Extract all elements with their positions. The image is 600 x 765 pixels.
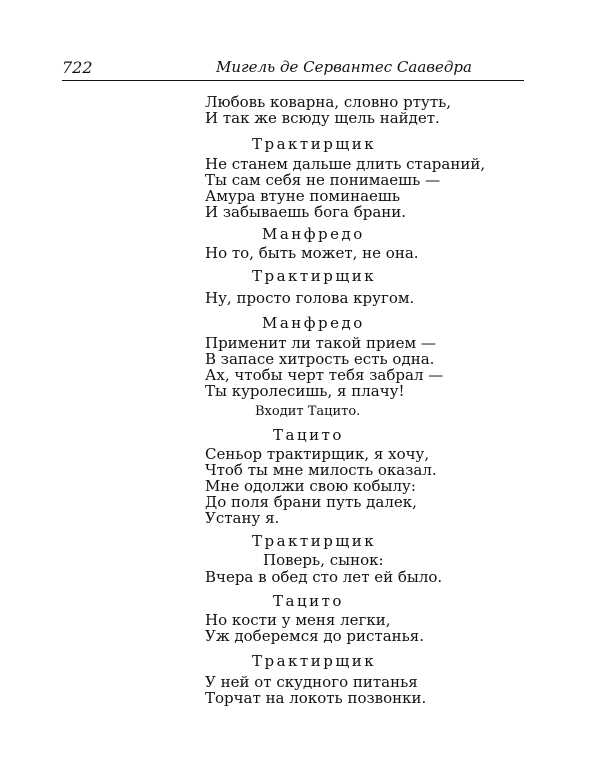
speaker-name: Трактирщик [252,267,377,285]
verse-line: Ты куролесишь, я плачу! [205,382,405,400]
verse-line: До поля брани путь далек, [205,493,417,511]
speaker-name: Трактирщик [252,652,377,670]
verse-line: Ты сам себя не понимаешь — [205,171,441,189]
verse-line: Ну, просто голова кругом. [205,289,415,307]
verse-line: Но то, быть может, не она. [205,244,419,262]
running-title: Мигель де Сервантес Сааведра [216,58,472,76]
verse-line: Сеньор трактирщик, я хочу, [205,445,430,463]
speaker-name: Трактирщик [252,532,377,550]
speaker-name: Тацито [273,592,344,610]
speaker-name: Манфредо [262,225,365,243]
verse-line: У ней от скудного питанья [205,673,418,691]
stage-direction: Входит Тацито. [255,404,361,419]
verse-line: В запасе хитрость есть одна. [205,350,435,368]
speaker-name: Тацито [273,426,344,444]
verse-line: Мне одолжи свою кобылу: [205,477,416,495]
verse-line: Ах, чтобы черт тебя забрал — [205,366,444,384]
verse-line: Не станем дальше длить стараний, [205,155,486,173]
verse-line: Торчат на локоть позвонки. [205,689,427,707]
verse-line: Поверь, сынок: [263,551,384,569]
verse-line: Но кости у меня легки, [205,611,391,629]
verse-line: Устану я. [205,509,280,527]
header-rule [62,80,524,81]
verse-line: И забываешь бога брани. [205,203,407,221]
running-header [62,58,524,82]
verse-line: Уж доберемся до ристанья. [205,627,425,645]
verse-line: Применит ли такой прием — [205,334,436,352]
speaker-name: Трактирщик [252,135,377,153]
verse-line: И так же всюду щель найдет. [205,109,440,127]
verse-line: Чтоб ты мне милость оказал. [205,461,437,479]
verse-line: Вчера в обед сто лет ей было. [205,568,443,586]
verse-line: Амура втуне поминаешь [205,187,400,205]
speaker-name: Манфредо [262,314,365,332]
page-number: 722 [62,58,93,77]
verse-line: Любовь коварна, словно ртуть, [205,93,452,111]
